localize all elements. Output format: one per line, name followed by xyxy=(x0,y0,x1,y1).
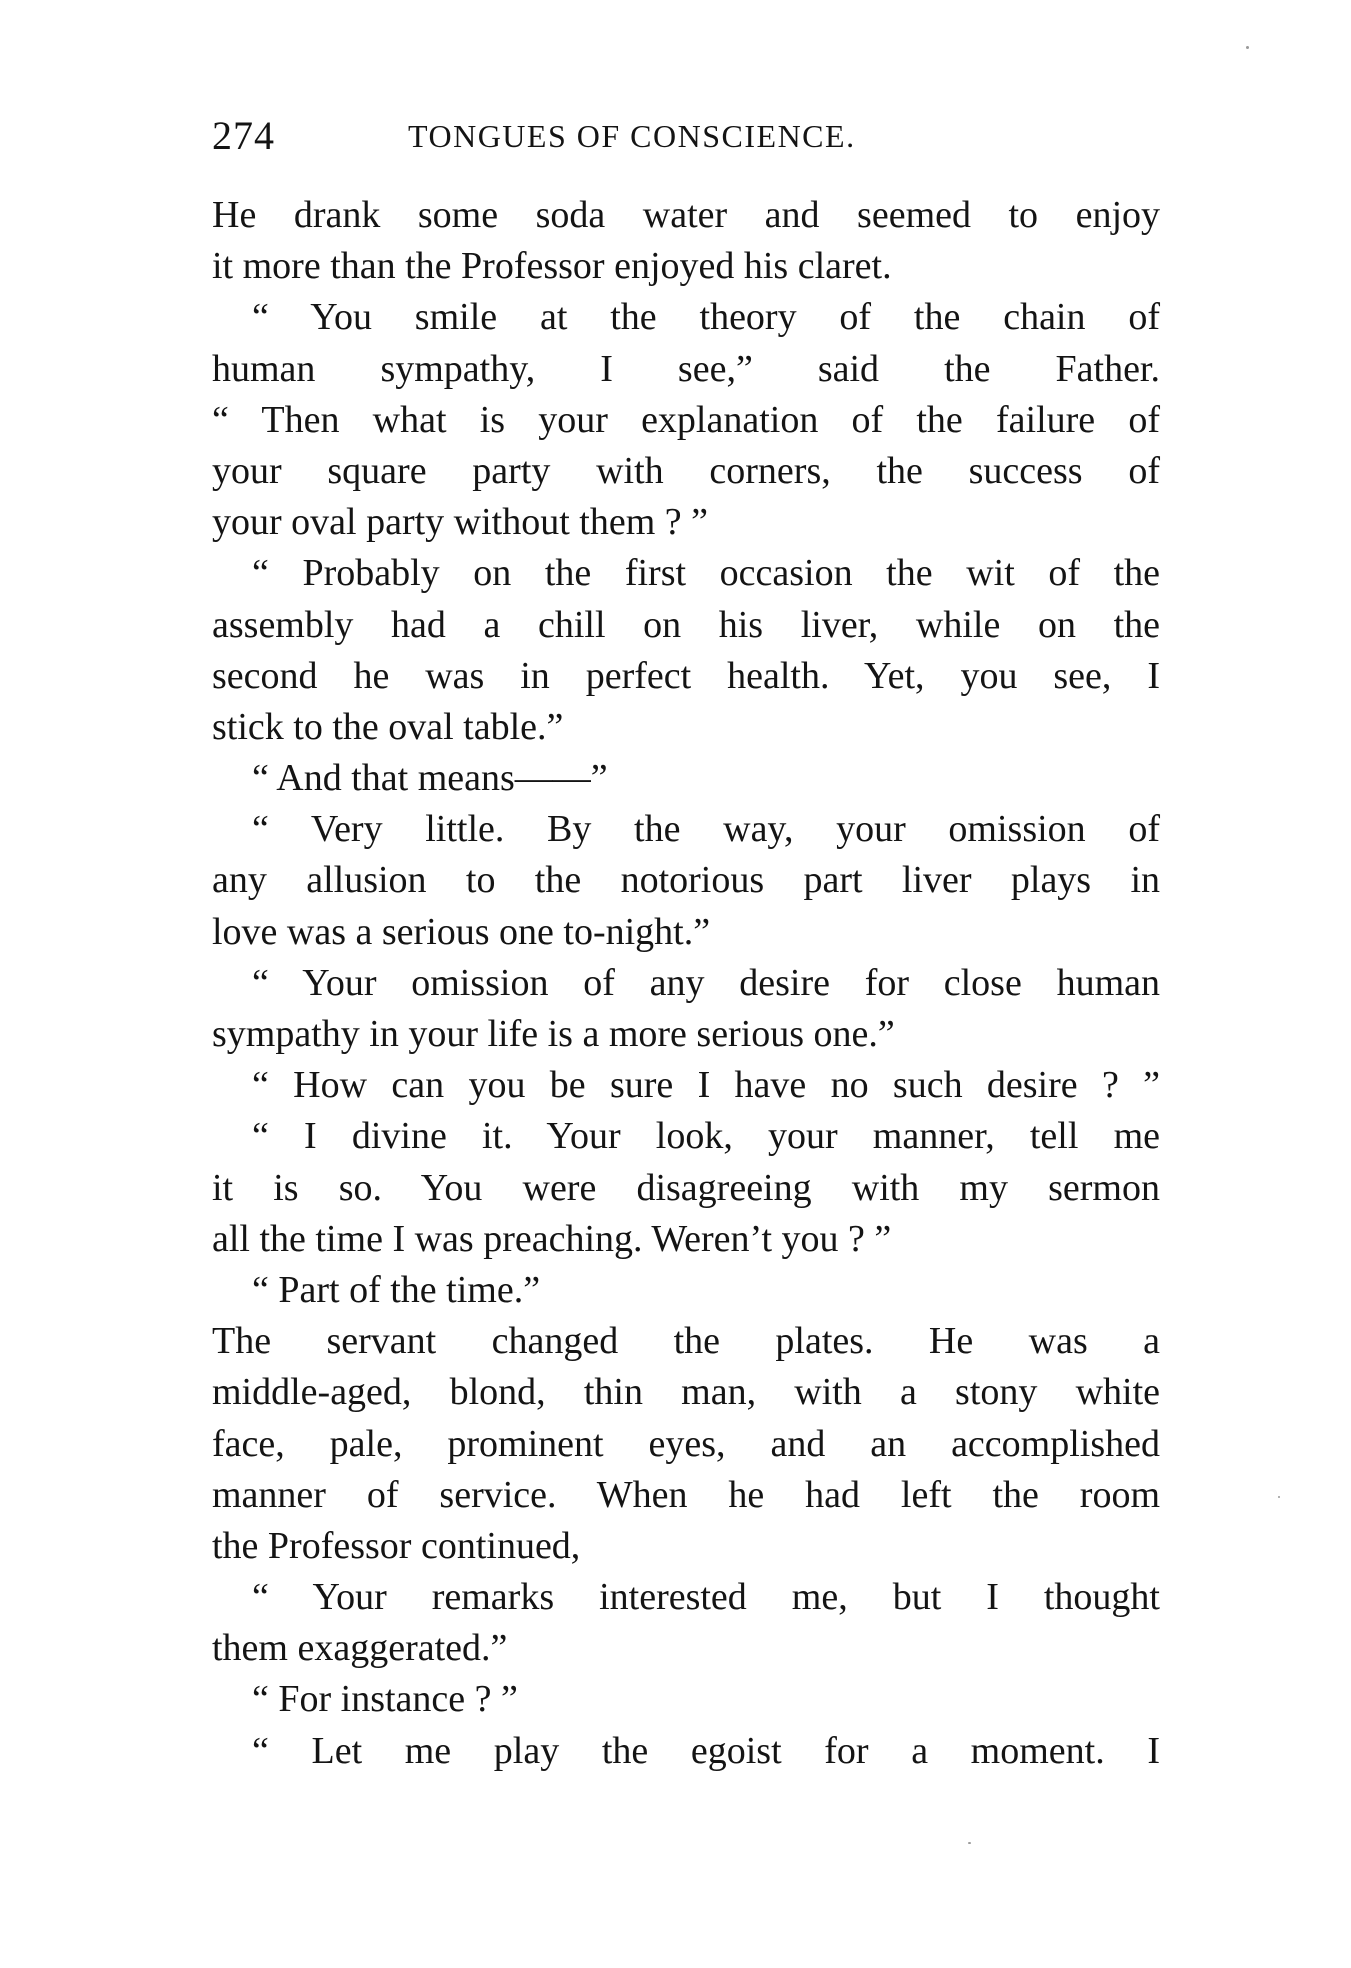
text-line: stick to the oval table.” xyxy=(212,705,564,748)
running-title: TONGUES OF CONSCIENCE. xyxy=(408,118,856,154)
text-line: “ Part of the time.” xyxy=(252,1268,541,1311)
text-line: “ Your remarks interested me, but I thought xyxy=(252,1576,1160,1619)
text-line: middle-aged, blond, thin man, with a stony white xyxy=(212,1371,1160,1414)
text-line: assembly had a chill on his liver, while on the xyxy=(212,603,1160,646)
text-line: “ Then what is your explanation of the failure of xyxy=(212,398,1160,441)
text-line: manner of service. When he had left the room xyxy=(212,1473,1160,1516)
paper-speck xyxy=(1278,1496,1280,1498)
text-line: human sympathy, I see,” said the Father. xyxy=(212,347,1160,390)
text-line: “ Very little. By the way, your omission of xyxy=(252,808,1160,851)
text-line: “ You smile at the theory of the chain of xyxy=(252,296,1160,339)
text-line: face, pale, prominent eyes, and an accomplished xyxy=(212,1422,1160,1465)
text-line: any allusion to the notorious part liver plays in xyxy=(212,859,1160,902)
text-line: “ For instance ? ” xyxy=(252,1678,518,1721)
text-line: He drank some soda water and seemed to enjoy xyxy=(212,194,1160,236)
text-line: sympathy in your life is a more serious one.” xyxy=(212,1013,895,1055)
text-line: love was a serious one to-night.” xyxy=(212,910,711,953)
text-line: them exaggerated.” xyxy=(212,1627,508,1670)
text-line: “ And that means——” xyxy=(252,757,608,800)
paper-speck xyxy=(968,1842,971,1844)
text-line: your square party with corners, the success of xyxy=(212,449,1160,492)
text-line: “ Your omission of any desire for close human xyxy=(252,961,1160,1004)
text-line: your oval party without them ? ” xyxy=(212,501,708,544)
text-line: it is so. You were disagreeing with my sermon xyxy=(212,1166,1160,1209)
text-line: the Professor continued, xyxy=(212,1524,581,1567)
text-line: “ Probably on the first occasion the wit of the xyxy=(252,552,1160,595)
page-header xyxy=(212,112,1172,162)
text-line: it more than the Professor enjoyed his claret. xyxy=(212,245,892,288)
text-line: “ How can you be sure I have no such desire ? ” xyxy=(252,1064,1160,1107)
paper-speck xyxy=(1246,46,1249,49)
body-text xyxy=(212,190,1160,1777)
text-line: “ Let me play the egoist for a moment. I xyxy=(252,1729,1160,1772)
text-line: The servant changed the plates. He was a xyxy=(212,1320,1160,1363)
text-line: “ I divine it. Your look, your manner, tell me xyxy=(252,1115,1160,1158)
page-number: 274 xyxy=(212,113,275,158)
text-line: second he was in perfect health. Yet, you see, I xyxy=(212,654,1160,697)
text-line: all the time I was preaching. Weren’t you ? ” xyxy=(212,1217,892,1260)
